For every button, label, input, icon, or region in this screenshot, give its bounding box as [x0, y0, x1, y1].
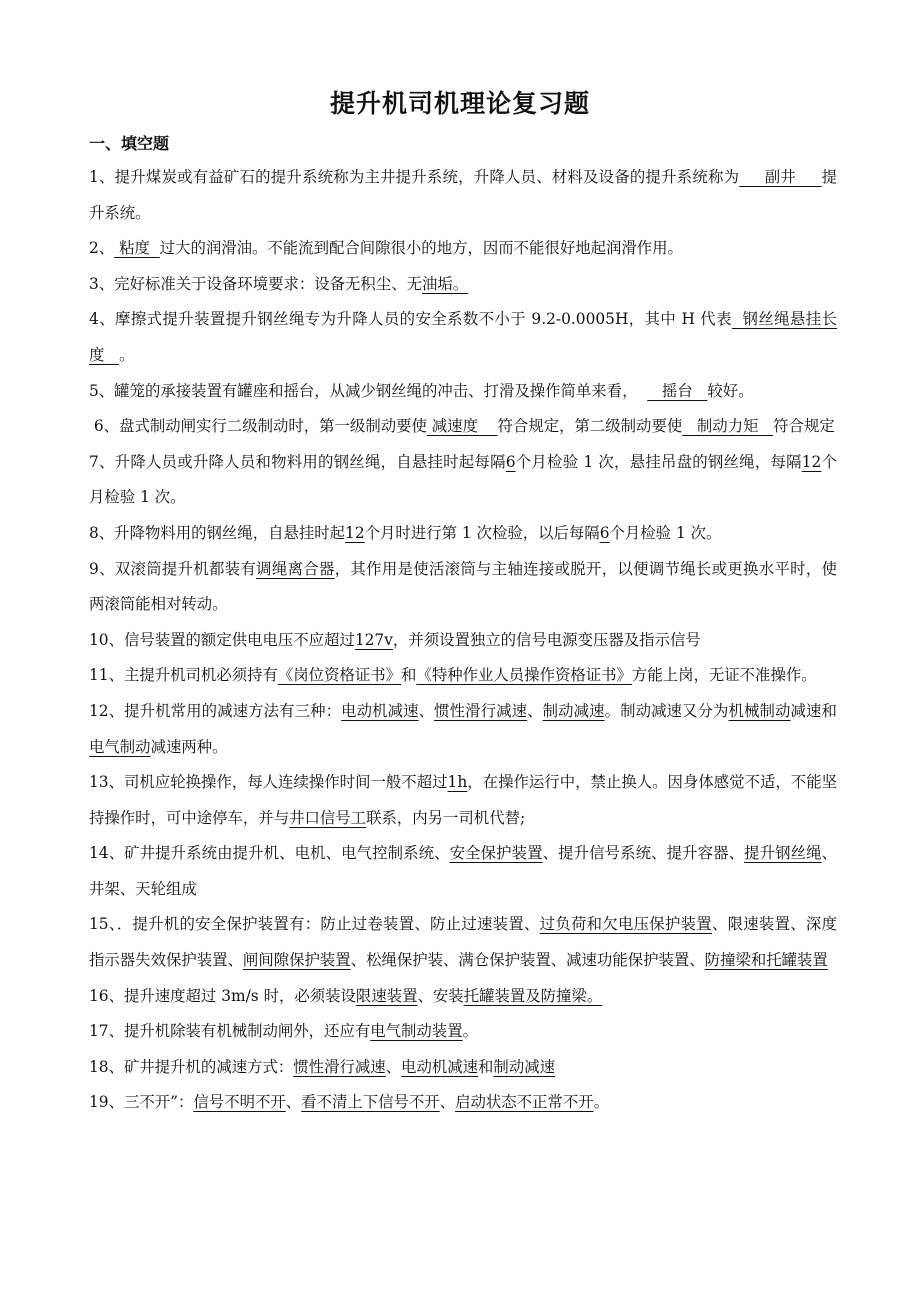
- question-text: 、: [418, 701, 435, 720]
- question-text: ，其作用是使活滚筒与主轴连接或脱开，以便调节绳长或更换水平时，使两滚筒能相对转动。: [89, 559, 837, 614]
- question-text: 、: [285, 1093, 302, 1112]
- answer-blank: 制动减速: [493, 1057, 555, 1076]
- question-text: 12、提升机常用的减速方法有三种：: [89, 701, 342, 720]
- question-text: 符合规定，第二级制动要使: [497, 417, 683, 436]
- question-text: 11、主提升机司机必须持有: [89, 666, 278, 685]
- answer-blank: 6: [505, 452, 516, 471]
- question-text: 、: [439, 1093, 456, 1112]
- answer-blank: 6: [599, 523, 610, 542]
- answer-blank: 提升钢丝绳: [744, 844, 822, 863]
- question-12: [89, 694, 837, 765]
- question-text: 个月检验 1 次。: [89, 452, 837, 507]
- question-text: 10、信号装置的额定供电电压不应超过: [89, 630, 355, 649]
- answer-blank: 《特种作业人员操作资格证书》: [416, 666, 632, 685]
- question-text: 、提升信号系统、提升容器、: [542, 844, 745, 863]
- question-text: 13、司机应轮换操作，每人连续操作时间一般不超过: [89, 773, 448, 792]
- question-text: 19、三不开”：: [89, 1093, 194, 1112]
- question-text: 4、摩擦式提升装置提升钢丝绳专为升降人员的安全系数不小于 9.2-0.0005H，其中 H 代表: [89, 310, 732, 329]
- question-9: [89, 552, 837, 623]
- question-text: 14、矿井提升系统由提升机、电机、电气控制系统、: [89, 844, 450, 863]
- question-text: 17、提升机除装有机械制动闸外，还应有: [89, 1022, 371, 1041]
- question-3: [89, 267, 837, 303]
- question-text: 。: [119, 345, 135, 364]
- question-text: ，在操作运行中，禁止换人。因身体感觉不适，不能坚持操作时，可中途停车，并与: [89, 773, 837, 827]
- answer-blank: 1h: [447, 773, 468, 792]
- question-13: [89, 765, 837, 836]
- answer-blank: 减速度: [426, 417, 498, 436]
- question-list: [89, 160, 837, 1121]
- question-text: 16、提升速度超过 3m/s 时，必须装设: [89, 986, 356, 1005]
- question-text: 个月检验 1 次，悬挂吊盘的钢丝绳，每隔: [515, 452, 802, 471]
- page-title: 提升机司机理论复习题: [329, 89, 590, 118]
- question-8: [89, 516, 837, 552]
- question-text: 、安装: [417, 986, 464, 1005]
- answer-blank: 油垢。: [422, 274, 469, 293]
- answer-blank: 电动机减速: [341, 701, 419, 720]
- question-7: [89, 445, 837, 516]
- question-text: 减速和: [790, 701, 837, 720]
- question-text: 15、．提升机的安全保护装置有：防止过卷装置、防止过速装置、: [89, 915, 540, 934]
- question-5: [89, 374, 837, 410]
- answer-blank: 电气制动: [89, 737, 151, 756]
- answer-blank: 12: [345, 523, 365, 542]
- question-text: 、: [385, 1057, 402, 1076]
- answer-blank: 调绳离合器: [256, 559, 335, 578]
- question-text: 、: [527, 701, 543, 720]
- question-17: [89, 1014, 837, 1050]
- answer-blank: 电气制动装置: [370, 1022, 463, 1041]
- answer-blank: 惯性滑行减速: [293, 1057, 386, 1076]
- question-10: [89, 623, 837, 659]
- question-text: 过大的润滑油。不能流到配合间隙很小的地方，因而不能很好地起润滑作用。: [159, 239, 683, 258]
- answer-blank: 闸间隙保护装置: [242, 951, 351, 970]
- answer-blank: 摇台: [647, 381, 708, 400]
- question-text: 联系，内另一司机代替;: [366, 808, 526, 827]
- answer-blank: 副井: [739, 168, 822, 186]
- question-2: [89, 231, 837, 267]
- question-text: 和: [401, 666, 417, 685]
- question-text: 3、完好标准关于设备环境要求：设备无积尘、无: [89, 274, 422, 293]
- answer-blank: 托罐装置及防撞梁。: [463, 986, 603, 1005]
- answer-blank: 限速装置: [355, 986, 418, 1005]
- question-text: 6、盘式制动闸实行二级制动时，第一级制动要使: [89, 417, 427, 436]
- answer-blank: 信号不明不开: [193, 1093, 286, 1112]
- answer-blank: 制动减速: [542, 701, 605, 720]
- answer-blank: 安全保护装置: [449, 844, 543, 863]
- question-text: 个月检验 1 次。: [609, 523, 722, 542]
- question-text: 、限速装置、深度指示器失效保护装置、: [89, 915, 837, 970]
- question-6: [89, 409, 837, 445]
- answer-blank: 看不清上下信号不开: [301, 1093, 440, 1112]
- question-11: [89, 658, 837, 694]
- question-text: 7、升降人员或升降人员和物料用的钢丝绳，自悬挂时起每隔: [89, 452, 506, 471]
- question-text: 18、矿井提升机的减速方式：: [89, 1057, 294, 1076]
- question-19: [89, 1085, 837, 1121]
- answer-blank: 启动状态不正常不开: [455, 1093, 594, 1112]
- answer-blank: 惯性滑行减速: [434, 701, 528, 720]
- answer-blank: 电动机减速: [401, 1057, 479, 1076]
- question-text: 和: [478, 1057, 494, 1076]
- question-text: 减速两种。: [150, 737, 228, 756]
- answer-blank: 机械制动: [728, 701, 791, 720]
- question-text: 方能上岗，无证不准操作。: [631, 666, 817, 685]
- question-text: 。: [593, 1093, 610, 1112]
- question-text: 。: [462, 1022, 478, 1041]
- question-16: [89, 979, 837, 1015]
- question-text: 提升系统。: [89, 168, 837, 222]
- answer-blank: 防撞梁和托罐装置: [704, 951, 828, 970]
- question-text: 较好。: [707, 381, 754, 400]
- question-14: [89, 836, 837, 907]
- question-text: 符合规定: [773, 417, 835, 436]
- question-4: [89, 302, 837, 373]
- question-text: 1、提升煤炭或有益矿石的提升系统称为主井提升系统，升降人员、材料及设备的提升系统称为: [89, 168, 740, 186]
- answer-blank: 钢丝绳悬挂长度: [89, 310, 837, 364]
- question-text: 9、双滚筒提升机都装有: [89, 559, 257, 578]
- question-1: [89, 160, 837, 231]
- question-text: 个月时进行第 1 次检验，以后每隔: [364, 523, 600, 542]
- question-text: 8、升降物料用的钢丝绳，自悬挂时起: [89, 523, 346, 542]
- question-text: 、松绳保护装、满仓保护装置、减速功能保护装置、: [350, 951, 705, 970]
- answer-blank: 127v: [354, 630, 393, 649]
- question-15: [89, 907, 837, 978]
- answer-blank: 制动力矩: [682, 417, 774, 436]
- section-heading: 一、填空题: [89, 134, 170, 153]
- question-text: 、井架、天轮组成: [89, 844, 837, 898]
- question-text: 5、罐笼的承接装置有罐座和摇台，从减少钢丝绳的冲击、打滑及操作简单来看，: [89, 381, 648, 400]
- answer-blank: 过负荷和欠电压保护装置: [539, 915, 712, 934]
- answer-blank: 粘度: [114, 239, 160, 258]
- question-text: 。制动减速又分为: [604, 701, 729, 720]
- answer-blank: 井口信号工: [289, 808, 367, 827]
- question-text: ，并须设置独立的信号电源变压器及指示信号: [392, 630, 701, 649]
- answer-blank: 《岗位资格证书》: [277, 666, 402, 685]
- answer-blank: 12: [801, 452, 822, 471]
- question-text: 2、: [89, 239, 115, 258]
- question-18: [89, 1050, 837, 1086]
